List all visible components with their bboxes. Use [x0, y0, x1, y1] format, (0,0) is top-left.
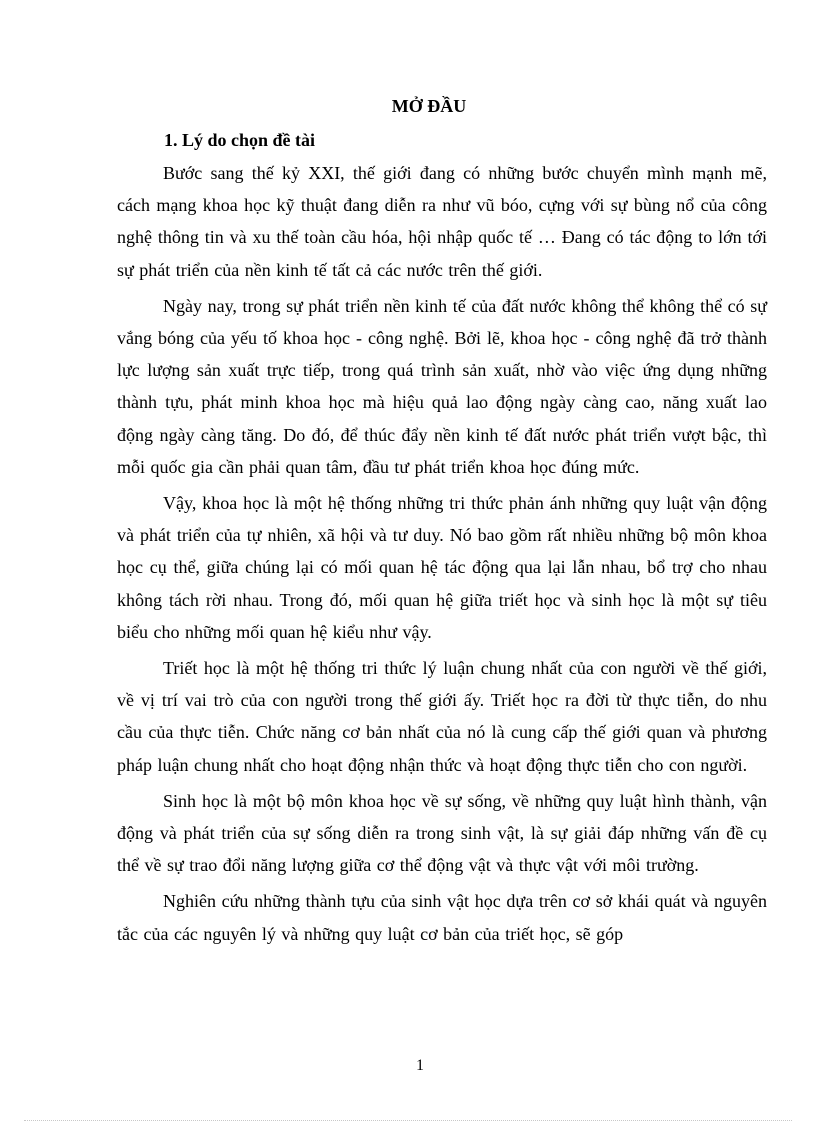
document-title: MỞ ĐẦU [391, 96, 467, 116]
paragraph-5: Sinh học là một bộ môn khoa học về sự sống, về những quy luật hình thành, vận động và phát triển của sự sống diễn ra trong sinh vật, là sự giải đáp những vấn đề cụ thể về sự trao đổi năng lượng giữa cơ thể động vật và thực vật với môi trường. [117, 790, 767, 876]
paragraph-4: Triết học là một hệ thống tri thức lý luận chung nhất của con người về thế giới, về vị trí vai trò của con người trong thế giới ấy. Triết học ra đời từ thực tiễn, do nhu cầu của thực tiễn. Chức năng cơ bản nhất của nó là cung cấp thế giới quan và phương pháp luận chung nhất cho hoạt động nhận thức và hoạt động thực tiễn cho con người. [117, 658, 767, 775]
page-number: 1 [416, 1057, 424, 1074]
section-heading: 1. Lý do chọn đề tài [164, 130, 316, 150]
body-text [117, 157, 767, 950]
paragraph-2: Ngày nay, trong sự phát triển nền kinh tế của đất nước không thể không thể có sự vắng bóng của yếu tố khoa học - công nghệ. Bởi lẽ, khoa học - công nghệ đã trở thành lực lượng sản xuất trực tiếp, trong quá trình sản xuất, nhờ vào việc ứng dụng những thành tựu, phát minh khoa học mà hiệu quả lao động ngày càng cao, năng xuất lao động ngày càng tăng. Do đó, để thúc đẩy nền kinh tế đất nước phát triển vượt bậc, thì mỗi quốc gia cần phải quan tâm, đầu tư phát triển khoa học đúng mức. [117, 295, 767, 477]
paragraph-3: Vậy, khoa học là một hệ thống những tri thức phản ánh những quy luật vận động và phát triển của tự nhiên, xã hội và tư duy. Nó bao gồm rất nhiều những bộ môn khoa học cụ thể, giữa chúng lại có mối quan hệ tác động qua lại lẫn nhau, bổ trợ cho nhau không tách rời nhau. Trong đó, mối quan hệ giữa triết học và sinh học là một sự tiêu biểu cho những mối quan hệ kiểu như vậy. [117, 493, 767, 642]
paragraph-1: Bước sang thế kỷ XXI, thế giới đang có những bước chuyển mình mạnh mẽ, cách mạng khoa học kỹ thuật đang diễn ra như vũ bóo, cựng với sự bùng nổ của công nghệ thông tin và xu thế toàn cầu hóa, hội nhập quốc tế … Đang có tác động to lớn tới sự phát triển của nền kinh tế tất cả các nước trên thế giới. [117, 163, 767, 280]
paragraph-6: Nghiên cứu những thành tựu của sinh vật học dựa trên cơ sở khái quát và nguyên tắc của các nguyên lý và những quy luật cơ bản của triết học, sẽ góp [117, 891, 767, 944]
page-bottom-border [24, 1120, 792, 1121]
